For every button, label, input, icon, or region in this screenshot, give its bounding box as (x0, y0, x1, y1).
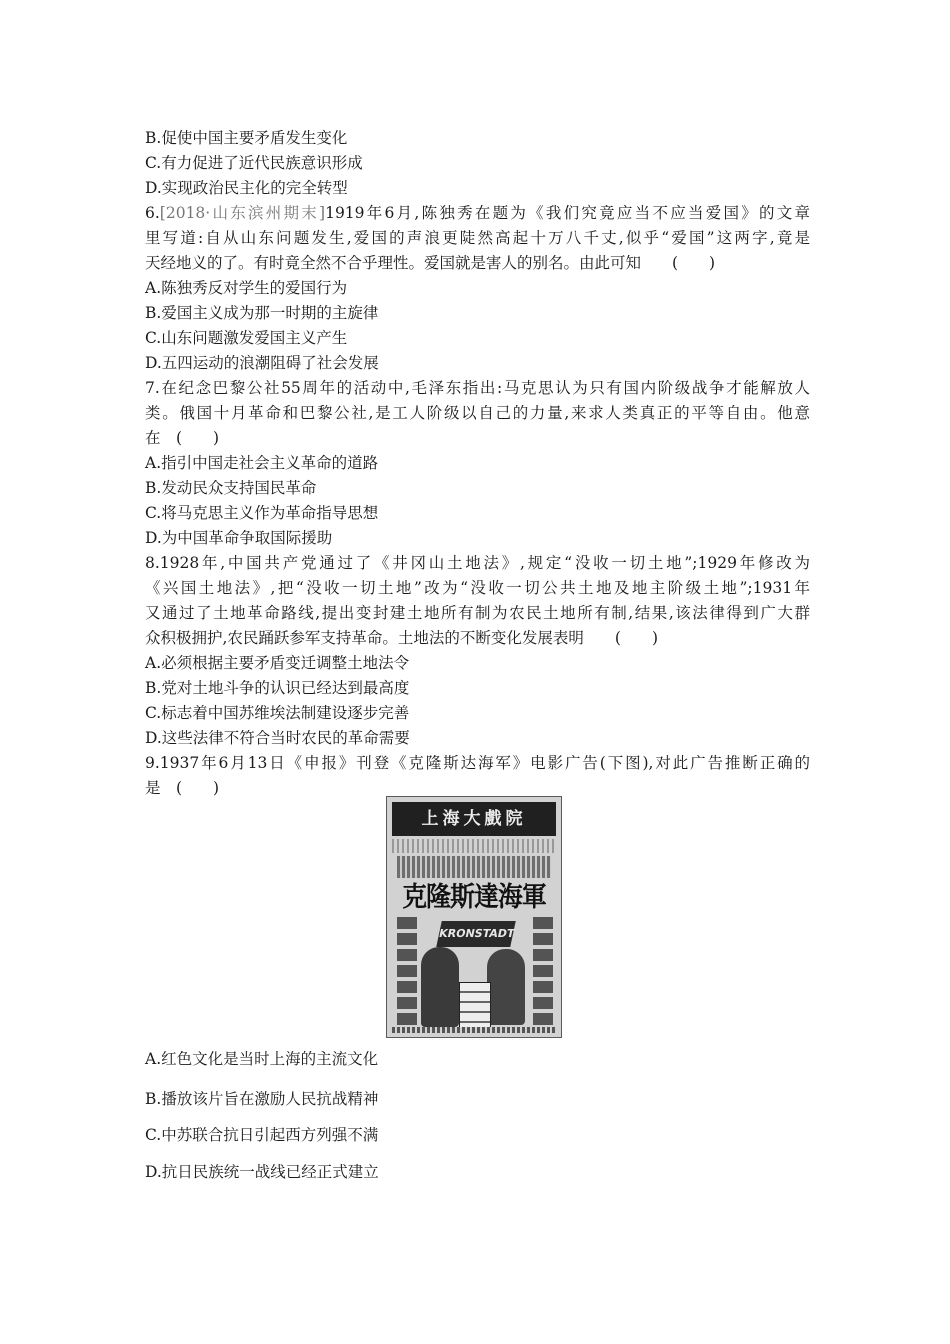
q7-option-d[interactable]: D.为中国革命争取国际援助 (145, 529, 333, 547)
q5-option-d[interactable]: D.实现政治民主化的完全转型 (145, 179, 348, 197)
q8-stem-line-4: 众积极拥护,农民踊跃参军支持革命。土地法的不断变化发展表明 ( ) (145, 629, 659, 647)
q6-option-a[interactable]: A.陈独秀反对学生的爱国行为 (145, 279, 348, 297)
q8-stem-line-3: 又通过了土地革命路线,提出变封建土地所有制为农民土地所有制,结果,该法律得到广大群 (145, 604, 810, 622)
q8-stem-line-2: 《兴国土地法》,把“没收一切土地”改为“没收一切公共土地及地主阶级土地”;1931年 (145, 579, 810, 597)
q6-option-c[interactable]: C.山东问题激发爱国主义产生 (145, 329, 348, 347)
q6-stem-line-3: 天经地义的了。有时竟全然不合乎理性。爱国就是害人的别名。由此可知 ( ) (145, 254, 716, 272)
q7-stem-line-3: 在 ( ) (145, 429, 220, 447)
q9-option-d[interactable]: D.抗日民族统一战线已经正式建立 (145, 1163, 379, 1181)
q8-stem-line-1: 8.1928年,中国共产党通过了《井冈山土地法》,规定“没收一切土地”;1929年修改为 (145, 554, 810, 572)
question-source: [2018·山东滨州期末] (159, 204, 326, 222)
q7-option-c[interactable]: C.将马克思主义作为革命指导思想 (145, 504, 379, 522)
q7-stem-line-1: 7.在纪念巴黎公社55周年的活动中,毛泽东指出:马克思认为只有国内阶级战争才能解放人 (145, 379, 810, 397)
q7-stem-line-2: 类。俄国十月革命和巴黎公社,是工人阶级以自己的力量,来求人类真正的平等自由。他意 (145, 404, 810, 422)
ad-figure-portrait (487, 949, 525, 1025)
q9-option-b[interactable]: B.播放该片旨在激励人民抗战精神 (145, 1090, 379, 1108)
q7-option-b[interactable]: B.发动民众支持国民革命 (145, 479, 317, 497)
ad-film-logo: KRONSTADT (436, 921, 516, 947)
ad-caption-boxes (459, 982, 491, 1028)
q7-option-a[interactable]: A.指引中国走社会主义革命的道路 (145, 454, 379, 472)
q9-option-a[interactable]: A.红色文化是当时上海的主流文化 (145, 1050, 379, 1068)
newspaper-ad-figure (386, 796, 562, 1038)
ad-left-column-text (397, 917, 417, 1029)
q6-option-b[interactable]: B.爱国主义成为那一时期的主旋律 (145, 304, 379, 322)
q9-option-c[interactable]: C.中苏联合抗日引起西方列强不满 (145, 1126, 379, 1144)
ad-bottom-strip (392, 1027, 556, 1033)
ad-fine-print (392, 839, 556, 853)
ad-film-title: 克隆斯達海軍 (402, 882, 546, 913)
q5-option-c[interactable]: C.有力促进了近代民族意识形成 (145, 154, 363, 172)
q8-option-c[interactable]: C.标志着中国苏维埃法制建设逐步完善 (145, 704, 410, 722)
q6-option-d[interactable]: D.五四运动的浪潮阻碍了社会发展 (145, 354, 379, 372)
q9-stem-line-1: 9.1937年6月13日《申报》刊登《克隆斯达海军》电影广告(下图),对此广告推断正确的 (145, 754, 810, 772)
question-number: 6. (145, 204, 160, 222)
q9-stem-line-2: 是 ( ) (145, 779, 220, 797)
q6-stem-line-1: 6.[2018·山东滨州期末]1919年6月,陈独秀在题为《我们究竟应当不应当爱国》的文章 (145, 204, 810, 222)
ad-theatre-banner: 上海大戲院 (392, 802, 556, 836)
q5-option-b[interactable]: B.促使中国主要矛盾发生变化 (145, 129, 348, 147)
ad-right-column-text (533, 917, 553, 1029)
q6-stem-line-2: 里写道:自从山东问题发生,爱国的声浪更陡然高起十万八千丈,似乎“爱国”这两字,竟是 (145, 229, 810, 247)
q8-option-b[interactable]: B.党对土地斗争的认识已经达到最高度 (145, 679, 410, 697)
ad-text-block (397, 856, 551, 878)
q8-option-a[interactable]: A.必须根据主要矛盾变迁调整土地法令 (145, 654, 410, 672)
ad-figure-sailor (421, 947, 459, 1027)
q8-option-d[interactable]: D.这些法律不符合当时农民的革命需要 (145, 729, 410, 747)
